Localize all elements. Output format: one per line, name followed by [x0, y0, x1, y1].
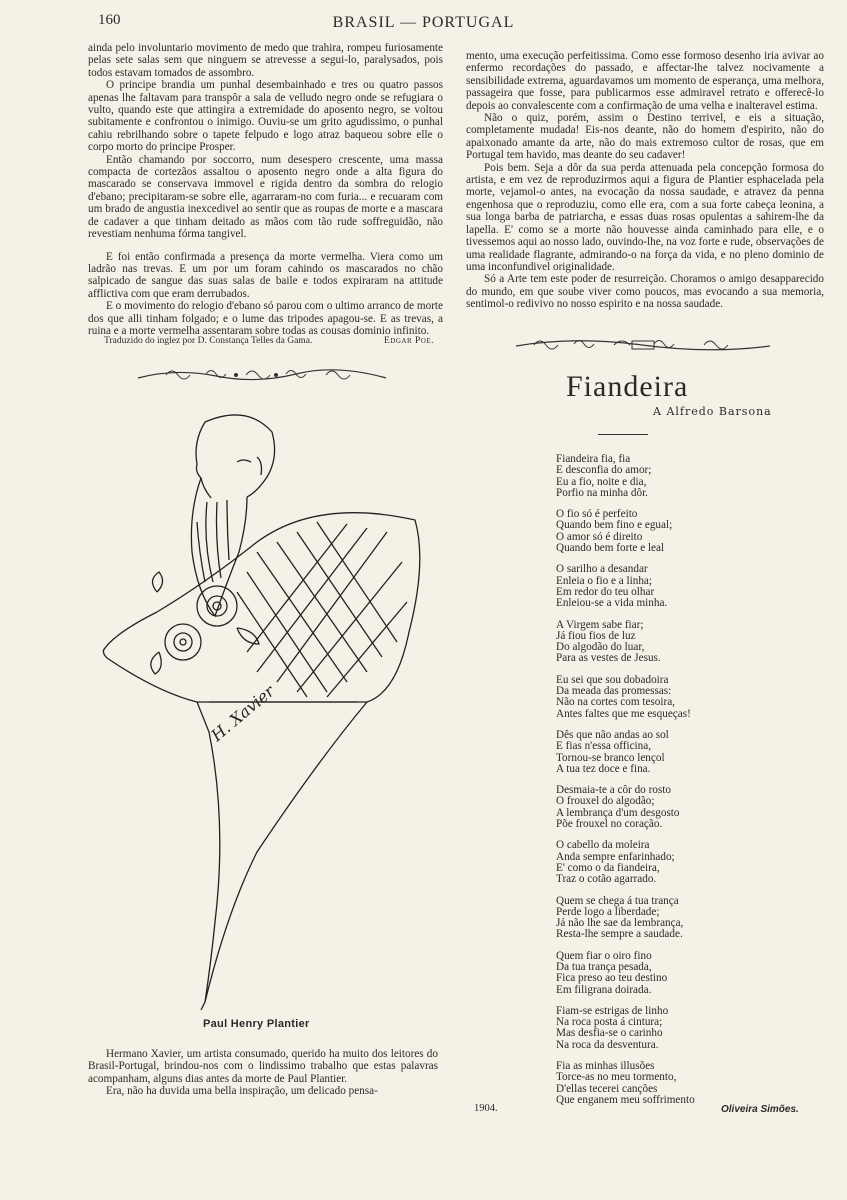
poem-line: Já não lhe sae da lembrança, — [556, 917, 684, 930]
title-rule — [598, 434, 648, 435]
paragraph: Não o quiz, porém, assim o Destino terrivel, e eis a situação, completamente mudada! Eis-nos deante, não do homem d'espirito, não do apaixonado amante da arte, não do mais extremoso cultor de rosas, que em Portugal tem havido, mas deante do seu cadaver! — [466, 112, 824, 162]
poem-stanza — [556, 620, 826, 665]
illustration-caption: Paul Henry Plantier — [203, 1018, 310, 1030]
poem-line: O cabello da moleira — [556, 839, 650, 852]
poem-line: Na roca da desventura. — [556, 1038, 659, 1051]
story-author: Edgar Poe. — [383, 336, 434, 346]
poem-line: Em redor do teu olhar — [556, 585, 655, 598]
poem-line: Dês que não andas ao sol — [556, 728, 669, 741]
bottom-left-column — [88, 1048, 438, 1098]
poem-line: E' como o da fiandeira, — [556, 861, 660, 874]
poem-line: Resta-lhe sempre a saudade. — [556, 928, 683, 941]
poem-line: Desmaia-te a côr do rosto — [556, 784, 671, 797]
poem-line: O amor só é direito — [556, 530, 643, 543]
poem-line: Tornou-se branco lençol — [556, 751, 665, 764]
poem-title: Fiandeira — [566, 370, 689, 403]
poem-line: Fiandeira fia, fia — [556, 453, 631, 465]
paragraph: E foi então confirmada a presença da morte vermelha. Viera como um ladrão nas trevas. E um por um foram cahindo os mascarados no chão salpicado de sangue das suas salas de baile e todos expiraram na attitude afflictiva com que eram derrubados. — [88, 250, 443, 300]
poem-line: Quem fiar o oiro fino — [556, 949, 652, 962]
poem-line: A tua tez doce e fina. — [556, 762, 651, 775]
poem-line: O frouxel do algodão; — [556, 795, 655, 808]
poem-stanza — [556, 454, 826, 499]
paragraph: O principe brandia um punhal desembainhado e tres ou quatro passos apenas lhe faltavam para transpôr a sala de velludo negro onde se refugiara o vulto, quando este que attingira a extremidade do aposento negro, se voltou subitamente e confrontou o inimigo. Ouviu-se um grito agudissimo, o punhal cahiu rebrilhando sobre o tapete felpudo e logo atraz baqueou sobre elle o corpo morto do principe Prosper. — [88, 79, 443, 154]
poem-line: Mas desfia-se o carinho — [556, 1027, 663, 1040]
paragraph: Pois bem. Seja a dôr da sua perda attenuada pela concepção formosa do artista, e em vez de reproduzirmos aqui a figura de Plantier esphacelada pela morte, vejamol-o antes, na evocação da nossa saudade, e atravez da penna engenhosa que o reproduziu, como elle era, com a sua forte cabeça leonina, a sua longa barba de patriarcha, e essas duas rosas opulentas a sahirem-lhe da lapella. E' como se a morte não houvesse ainda caminhado para elle, e o tivessemos aqui ao nosso lado, ouvindo-lhe, na voz forte e rude, observações de uma realidade flagrante, admirando-o na força da vida, e no pleno dominio de uma inconfundivel originalidade. — [466, 161, 824, 273]
poem-line: Já fiou fios de luz — [556, 629, 636, 642]
poem-line: Da meada das promessas: — [556, 685, 672, 698]
paragraph: ainda pelo involuntario movimento de medo que trahira, rompeu furiosamente pelas sete salas sem que ninguem se atrevesse a segui-lo, paralysados, pois todos estavam tomados de assombro. — [88, 42, 443, 79]
poem-line: Quando bem forte e leal — [556, 542, 665, 555]
poem-stanza — [556, 675, 826, 720]
poem-line: Eu sei que sou dobadoira — [556, 673, 669, 686]
poem-stanza — [556, 1006, 826, 1051]
poem-stanza — [556, 840, 826, 885]
paragraph: mento, uma execução perfeitissima. Como esse formoso desenho iria avivar ao enfermo recordações do passado, e affectar-lhe talvez nocivamente a sensibilidade extrema, aguardavamos um momento de esperança, uma melhora, passageira que fosse, para publicarmos esse admiravel retrato e offerecê-lo depois ao convalescente com a confirmação de uma velha e inalteravel estima. — [466, 50, 824, 112]
poem-line: A lembrança d'um desgosto — [556, 806, 680, 819]
poem-stanza — [556, 1061, 826, 1106]
ornament-divider-left — [136, 366, 391, 384]
poem-stanza — [556, 785, 826, 830]
poem-line: D'ellas tecerei canções — [556, 1082, 658, 1095]
poem-line: Para as vestes de Jesus. — [556, 652, 661, 665]
plantier-portrait-illustration — [97, 402, 443, 1014]
artist-signature: H. Xavier — [207, 681, 279, 746]
poem-line: Quando bem fino e egual; — [556, 519, 673, 532]
poem-line: Perde logo a liberdade; — [556, 905, 660, 918]
poem-line: Eu a fio, noite e dia, — [556, 475, 647, 488]
page-header — [0, 6, 847, 34]
poem-line: Em filigrana doirada. — [556, 983, 652, 996]
poem-year: 1904. — [474, 1103, 498, 1114]
poem-stanza — [556, 509, 826, 554]
paragraph: Só a Arte tem este poder de resurreição. Choramos o amigo desapparecido do mundo, em que soube viver como poucos, mas evocando a sua memoria, sentimol-o redivivo no nosso espirito e na nossa saudade. — [466, 273, 824, 311]
poem-line: Anda sempre enfarinhado; — [556, 850, 675, 863]
poem-line: Traz o cotão agarrado. — [556, 873, 657, 886]
poem-body — [556, 454, 826, 1116]
poem-stanza — [556, 896, 826, 941]
poem-line: Da tua trança pesada, — [556, 960, 652, 973]
translation-credit: Traduzido do inglez por D. Constança Telles da Gama. — [104, 336, 313, 346]
poem-line: Fia as minhas illusões — [556, 1060, 655, 1073]
translation-credit-line — [104, 336, 434, 346]
poem-signature: Oliveira Simões. — [721, 1104, 799, 1115]
poem-line: A Virgem sabe fiar; — [556, 618, 644, 631]
ornament-divider-right — [514, 336, 772, 354]
poem-line: O fio só é perfeito — [556, 508, 638, 521]
poem-line: Enleia o fio e a linha; — [556, 574, 652, 587]
poem-line: Antes faltes que me esqueças! — [556, 707, 691, 720]
poem-line: Que enganem meu soffrimento — [556, 1093, 695, 1106]
poem-line: Não na cortes com tesoira, — [556, 696, 675, 709]
poem-line: Põe frouxel no coração. — [556, 818, 663, 831]
page-number: 160 — [98, 12, 121, 28]
poem-line: Na roca posta á cintura; — [556, 1016, 663, 1029]
left-column — [88, 42, 443, 337]
poem-line: Fica preso ao teu destino — [556, 972, 668, 985]
poem-line: Torce-as no meu tormento, — [556, 1071, 677, 1084]
poem-stanza — [556, 564, 826, 609]
right-column — [466, 50, 824, 311]
paragraph: E o movimento do relogio d'ebano só parou com o ultimo arranco de morte dos que alli tinham folgado; e o lume das tripodes apagou-se. E as trevas, a ruina e a morte vermelha assentaram sobre todas as cousas dominio infinito. — [88, 300, 443, 337]
poem-dedication: A Alfredo Barsona — [653, 405, 772, 418]
poem-line: Enleiou-se a vida minha. — [556, 597, 668, 610]
poem-line: Porfio na minha dôr. — [556, 486, 648, 499]
running-title: BRASIL — PORTUGAL — [332, 14, 515, 31]
paragraph: Era, não ha duvida uma bella inspiração, um delicado pensa- — [106, 1085, 378, 1098]
paragraph: Hermano Xavier, um artista consumado, querido ha muito dos leitores do Brasil-Portugal, brindou-nos com o lindissimo trabalho que estas palavras acompanham, alguns dias antes da morte de Paul Plantier. — [88, 1048, 438, 1085]
poem-line: Fiam-se estrigas de linho — [556, 1004, 669, 1017]
poem-line: Do algodão do luar, — [556, 641, 645, 654]
paragraph: Então chamando por soccorro, num desespero crescente, uma massa compacta de cortezãos assaltou o aposento negro onde a alta figura do mascarado se conservava immovel e rigida dentro da sombra do relogio d'ebano; precipitaram-se sobre elle, agarraram-no com furia... e recuaram com um brado de angustia inexcedivel ao sentir que as roupas de morte e a mascara de cadaver a que tinham deitado as mãos com tão rude soffreguidão, não revestiam nenhuma fórma tangivel. — [88, 153, 443, 241]
poem-line: O sarilho a desandar — [556, 563, 648, 576]
poem-line: E fias n'essa officina, — [556, 740, 652, 753]
poem-line: Quem se chega á tua trança — [556, 894, 679, 907]
poem-line: E desconfia do amor; — [556, 464, 652, 477]
poem-stanza — [556, 951, 826, 996]
poem-stanza — [556, 730, 826, 775]
